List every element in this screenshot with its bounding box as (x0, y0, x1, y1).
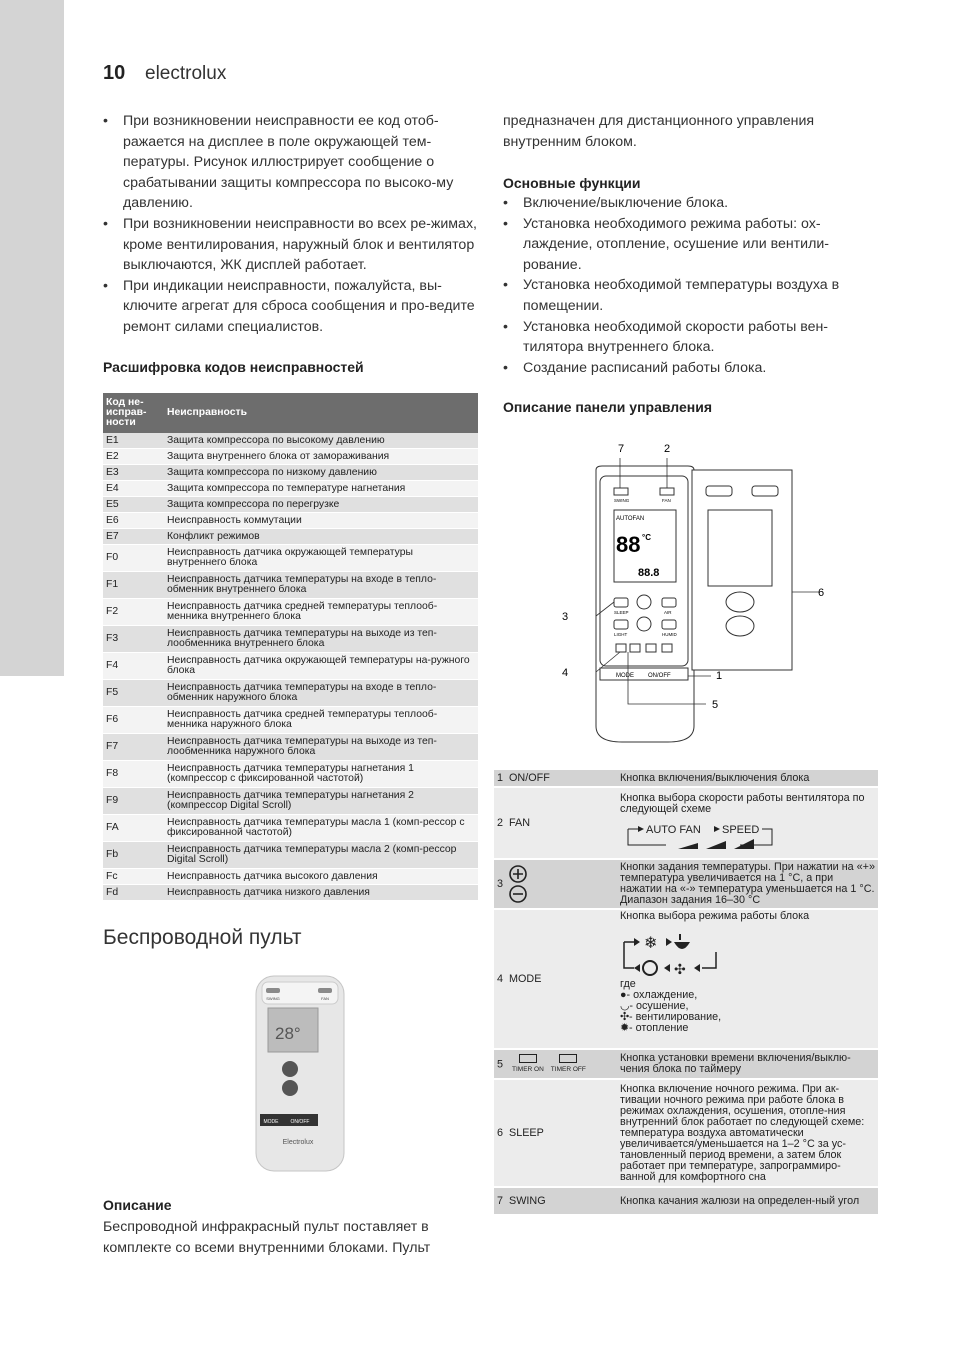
error-description: Неисправность датчика температуры на выходе из теп-лообменника внутреннего блока (164, 626, 478, 653)
table-header-row (103, 393, 478, 433)
table-row (103, 626, 478, 653)
diagram-swing-label: SWING (614, 498, 630, 503)
diagram-air-label: AIR (664, 610, 672, 615)
table-row (103, 513, 478, 529)
error-description: Защита компрессора по высокому давлению (164, 433, 478, 449)
error-description: Неисправность датчика температуры нагнетания 2 (компрессор Digital Scroll) (164, 788, 478, 815)
mode-cycle-scheme (620, 930, 730, 976)
error-table-title: Расшифровка кодов неисправностей (103, 359, 364, 375)
fan-speed-scheme (620, 815, 790, 851)
mode-where: где (620, 978, 636, 990)
error-code: Fb (103, 842, 164, 869)
diagram-mode-label: MODE (616, 673, 634, 679)
plus-minus-icon (506, 863, 530, 905)
btn-num: 3 (497, 877, 504, 890)
table-row (494, 787, 878, 859)
functions-title: Основные функции (503, 175, 641, 191)
error-description: Неисправность датчика температуры на входе в тепло-обменник наружного блока (164, 680, 478, 707)
table-row (103, 449, 478, 465)
table-row (103, 734, 478, 761)
table-row (494, 909, 878, 1049)
btn-desc: Кнопка выбора режима работы блока (620, 910, 810, 922)
error-description: Неисправность датчика температуры на входе в тепло-обменник внутреннего блока (164, 572, 478, 599)
dry-icon: ◡ (620, 1000, 630, 1012)
fan-icon: ✣ (620, 1011, 630, 1023)
photo-logo: Electrolux (282, 1139, 314, 1146)
callout-7: 7 (618, 443, 625, 455)
scheme-autofan: AUTO FAN (646, 823, 701, 836)
photo-swing-label: SWING (266, 996, 280, 1001)
brand-name: electrolux (145, 63, 227, 84)
description-text: Беспроводной инфракрасный пульт поставляет в комплекте со всеми внутренними блоками. Пульт (103, 1219, 431, 1256)
callout-4: 4 (562, 667, 569, 679)
error-description: Неисправность датчика низкого давления (164, 885, 478, 901)
bullet-item: • При индикации неисправности, пожалуйста, вы-ключите агрегат для сброса сообщения и про-ведите ремонт силами специалистов. (103, 276, 478, 338)
error-code: F2 (103, 599, 164, 626)
minus-key (282, 1080, 298, 1096)
error-description: Неисправность датчика окружающей температуры внутреннего блока (164, 545, 478, 572)
photo-mode-label: MODE (263, 1119, 279, 1125)
table-row (494, 1049, 878, 1079)
heat-icon: ✹ (620, 1022, 630, 1034)
error-description: Неисправность датчика средней температуры теплооб-менника наружного блока (164, 707, 478, 734)
cool-icon: ● (620, 989, 627, 1001)
scheme-speed: SPEED (722, 823, 760, 836)
buttons-table (494, 770, 878, 1216)
error-description: Неисправность коммутации (164, 513, 478, 529)
snowflake-icon: ❄ (644, 935, 658, 952)
left-bullets (103, 111, 478, 338)
error-code: F6 (103, 707, 164, 734)
error-description: Защита компрессора по низкому давлению (164, 465, 478, 481)
mode-item: ✹- отопление (620, 1022, 689, 1034)
table-row (103, 481, 478, 497)
table-row (103, 433, 478, 449)
page-number: 10 (103, 62, 126, 84)
callout-6: 6 (818, 587, 825, 599)
table-row (103, 842, 478, 869)
btn-name: ON/OFF (509, 771, 550, 784)
btn-name: SLEEP (509, 1126, 544, 1139)
btn-num: 2 (497, 816, 504, 829)
timer-off-label: TIMER OFF (550, 1065, 586, 1073)
photo-onoff-label: ON/OFF (290, 1119, 310, 1125)
table-row (103, 545, 478, 572)
mode-item: ◡- осушение, (620, 1000, 689, 1012)
error-description: Защита компрессора по перегрузке (164, 497, 478, 513)
btn-desc: Кнопка установки времени включения/выклю-чения блока по таймеру (617, 1049, 878, 1079)
diagram-deg: °C (642, 533, 651, 542)
photo-fan-label: FAN (321, 996, 329, 1001)
function-item: • Установка необходимой скорости работы вен-тилятора внутреннего блока. (503, 317, 878, 358)
fan-key (318, 988, 332, 993)
error-code: Fc (103, 869, 164, 885)
error-code: E6 (103, 513, 164, 529)
sun-icon (643, 961, 657, 975)
remote-photo (252, 974, 348, 1173)
mode-item: ●- охлаждение, (620, 989, 698, 1001)
error-description: Конфликт режимов (164, 529, 478, 545)
error-code: E1 (103, 433, 164, 449)
table-row (103, 815, 478, 842)
error-description: Неисправность датчика окружающей температуры на-ружного блока (164, 653, 478, 680)
btn-desc: Кнопка включения/выключения блока (617, 770, 878, 787)
diagram-onoff-label: ON/OFF (648, 673, 671, 679)
function-item: • Включение/выключение блока. (503, 193, 878, 214)
error-description: Неисправность датчика температуры на выходе из теп-лообменника наружного блока (164, 734, 478, 761)
error-code: F0 (103, 545, 164, 572)
table-row (103, 788, 478, 815)
panel-title: Описание панели управления (503, 399, 713, 415)
error-code: F4 (103, 653, 164, 680)
error-description: Неисправность датчика температуры масла 1 (комп-рессор с фиксированной частотой) (164, 815, 478, 842)
error-description: Неисправность датчика температуры масла 2 (комп-рессор Digital Scroll) (164, 842, 478, 869)
error-code: F7 (103, 734, 164, 761)
diagram-timer-display: 88.8 (638, 567, 660, 579)
btn-num: 1 (497, 771, 504, 784)
error-code: F1 (103, 572, 164, 599)
table-row (103, 707, 478, 734)
table-row (494, 1187, 878, 1215)
function-item: • Установка необходимой температуры воздуха в помещении. (503, 275, 878, 316)
diagram-display: 88 (616, 532, 641, 557)
control-panel-diagram (556, 436, 836, 748)
header-fault: Неисправность (164, 393, 478, 433)
error-code: E4 (103, 481, 164, 497)
wireless-heading: Беспроводной пульт (103, 926, 302, 949)
table-row (103, 599, 478, 626)
description-title: Описание (103, 1197, 172, 1213)
btn-name: MODE (509, 972, 542, 985)
btn-num: 4 (497, 972, 504, 985)
table-row (103, 529, 478, 545)
error-code: FA (103, 815, 164, 842)
function-item: • Создание расписаний работы блока. (503, 358, 878, 379)
timer-on-label: TIMER ON (512, 1065, 544, 1073)
table-row (494, 770, 878, 787)
btn-num: 6 (497, 1126, 504, 1139)
table-row (103, 869, 478, 885)
callout-1: 1 (716, 670, 723, 682)
btn-desc: Кнопка включение ночного режима. При ак-тивации ночного режима при работе блока в режимах охлаждения, осушения, отопле-ния внутренний блок работает по следующей схеме: температура воздуха автоматически увеличивается/уменьшается на 1–2 °С за ус-тановленный период времени, а затем блок работает при температуре, запрограммиро-ванной для комфортного сна (617, 1079, 878, 1187)
swing-key (266, 988, 280, 993)
error-code: Fd (103, 885, 164, 901)
error-code: F8 (103, 761, 164, 788)
table-row (103, 465, 478, 481)
error-description: Неисправность датчика средней температуры теплооб-менника внутреннего блока (164, 599, 478, 626)
btn-num: 5 (497, 1057, 504, 1070)
functions-list (503, 193, 878, 378)
callout-5: 5 (712, 699, 719, 711)
error-codes-table (103, 393, 478, 901)
diagram-humid-label: HUMID (662, 632, 677, 637)
dry-icon (674, 942, 690, 949)
table-row (103, 761, 478, 788)
diagram-fan-label: FAN (662, 498, 671, 503)
error-code: E3 (103, 465, 164, 481)
btn-name: FAN (509, 816, 531, 829)
header-code: Код не-исправ-ности (103, 393, 164, 433)
bullet-item: • При возникновении неисправности во всех ре-жимах, кроме вентилирования, наружный блок и вентилятор выключаются, ЖК дисплей работает. (103, 214, 478, 276)
table-row (494, 1079, 878, 1187)
page-side-bar (0, 0, 64, 676)
error-code: E2 (103, 449, 164, 465)
table-row (103, 680, 478, 707)
btn-name: SWING (509, 1194, 546, 1207)
fan-icon: ✣ (674, 961, 686, 976)
callout-2: 2 (664, 443, 671, 455)
error-code: F3 (103, 626, 164, 653)
error-description: Защита внутреннего блока от замораживания (164, 449, 478, 465)
error-code: F9 (103, 788, 164, 815)
callout-3: 3 (562, 611, 569, 623)
btn-desc: Кнопка выбора скорости работы вентилятора по следующей схеме (620, 791, 865, 815)
error-code: E7 (103, 529, 164, 545)
btn-desc: Кнопка качания жалюзи на определен-ный угол (617, 1187, 878, 1215)
error-code: E5 (103, 497, 164, 513)
timer-on-key (519, 1054, 537, 1063)
continuation-text: предназначен для дистанционного управления внутренним блоком. (503, 113, 815, 150)
diagram-autofan-label: AUTOFAN (616, 516, 645, 522)
btn-num: 7 (497, 1194, 504, 1207)
btn-desc: Кнопки задания температуры. При нажатии на «+» температура увеличивается на 1 °С, а при нажатии на «-» температура уменьшается на 1 °С. Диапазон задания 16–30 °С (617, 859, 878, 909)
error-description: Неисправность датчика температуры нагнетания 1 (компрессор с фиксированной частотой) (164, 761, 478, 788)
error-description: Защита компрессора по температуре нагнетания (164, 481, 478, 497)
timer-off-key (559, 1054, 577, 1063)
error-description: Неисправность датчика высокого давления (164, 869, 478, 885)
bullet-item: • При возникновении неисправности ее код отоб-ражается на дисплее в поле окружающей тем-пературы. Рисунок иллюстрирует сообщение о срабатывании защиты компрессора по высоко-му давлению. (103, 111, 478, 214)
photo-display: 28° (275, 1024, 301, 1043)
error-code: F5 (103, 680, 164, 707)
table-row (103, 572, 478, 599)
function-item: • Установка необходимого режима работы: ох-лаждение, отопление, осушение или вентили-рование. (503, 214, 878, 276)
mode-item: ✣- вентилирование, (620, 1011, 722, 1023)
table-row (103, 885, 478, 901)
plus-key (282, 1061, 298, 1077)
diagram-sleep-label: SLEEP (614, 610, 629, 615)
diagram-light-label: LIGHT (614, 632, 628, 637)
table-row (103, 497, 478, 513)
table-row (494, 859, 878, 909)
table-row (103, 653, 478, 680)
